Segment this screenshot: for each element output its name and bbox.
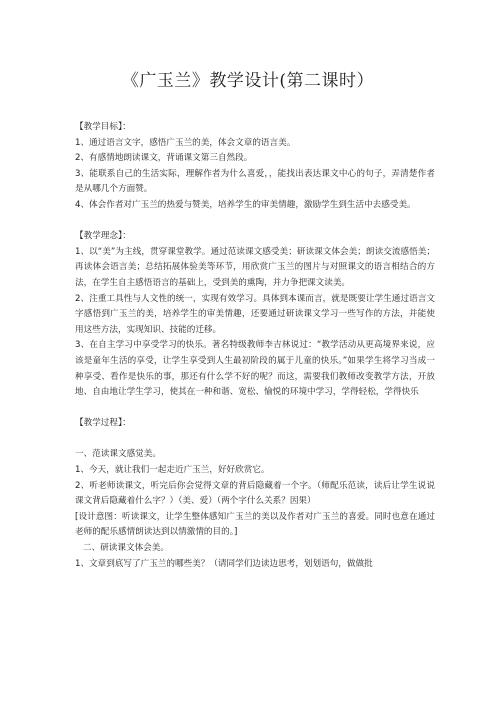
- section-spacer: [75, 401, 435, 417]
- document-body: [75, 120, 435, 572]
- concept-item: 3、在自主学习中享受学习的快乐。著名特级教师李吉林说过：“教学活动从更高境界来说，应该是童年生活的享受，让学生享受到人生最初阶段的属于儿童的快乐。”如果学生将学习当成一种享受、看作是快乐的事，那还有什么学不好的呢？而这，需要我们教师改变教学方法，开放地、自由地让学生学习，使其在一种和谐、宽松、愉悦的环境中学习，学得轻松，学得快乐: [75, 340, 435, 398]
- goal-item: 3、能联系自己的生活实际，理解作者为什么喜爱，，能找出表达课文中心的句子，弄清楚作者是从哪几个方面赞。: [75, 168, 435, 195]
- concept-heading: 【教学理念】：: [75, 231, 131, 242]
- section-spacer: [75, 432, 435, 448]
- process-item: 1、文章到底写了广玉兰的哪些美？（请同学们边读边思考，划划语句，做做批: [75, 558, 373, 569]
- goal-item: 4、体会作者对广玉兰的热爱与赞美，培养学生的审美情趣，激励学生到生活中去感受美。: [75, 199, 416, 210]
- process-section1-heading: 一、范读课文感觉美。: [75, 449, 161, 460]
- design-intent-note: [设计意图：听读课文，让学生整体感知广玉兰的美以及作者对广玉兰的喜爱。同时也意在通过老师的配乐感情朗读达到以情激情的目的。]: [75, 511, 435, 538]
- goals-heading: 【教学目标】：: [75, 122, 131, 132]
- process-item: 2、听老师读课文，听完后你会觉得文章的背后隐藏着一个字。（师配乐范读，读后让学生说说课文背后隐藏着什么字？）（美、爱）（两个字什么关系？因果）: [75, 480, 435, 507]
- concept-item: 1、以“美”为主线，贯穿课堂教学。通过范读课文感受美；研读课文体会美；朗读交流感悟美；再读体会语言美；总结拓展体验美等环节，用欣赏广玉兰的图片与对照课文的语言相结合的方法，在学生自主感悟语言的基础上，受到美的熏陶，并力争把课文读美。: [75, 246, 435, 288]
- concept-item: 2、注重工具性与人文性的统一，实现有效学习。具体到本课而言，就是既要让学生通过语言文字感悟到广玉兰的美，培养学生的审美情趣，还要通过研读课文学习一些写作的方法，并能使用这些方法，实现知识、技能的迁移。: [75, 293, 435, 335]
- process-item: 1、今天，就让我们一起走近广玉兰，好好欣赏它。: [75, 465, 270, 476]
- process-heading: 【教学过程】：: [75, 418, 131, 429]
- goal-item: 2、有感情地朗读课文，背诵课文第三自然段。: [75, 153, 253, 164]
- process-section2-heading: 二、研读课文体会美。: [83, 543, 169, 554]
- goal-item: 1、通过语言文字，感悟广玉兰的美，体会文章的语言美。: [75, 137, 296, 148]
- section-spacer: [75, 214, 435, 230]
- document-title: 《广玉兰》教学设计(第二课时）: [121, 71, 375, 91]
